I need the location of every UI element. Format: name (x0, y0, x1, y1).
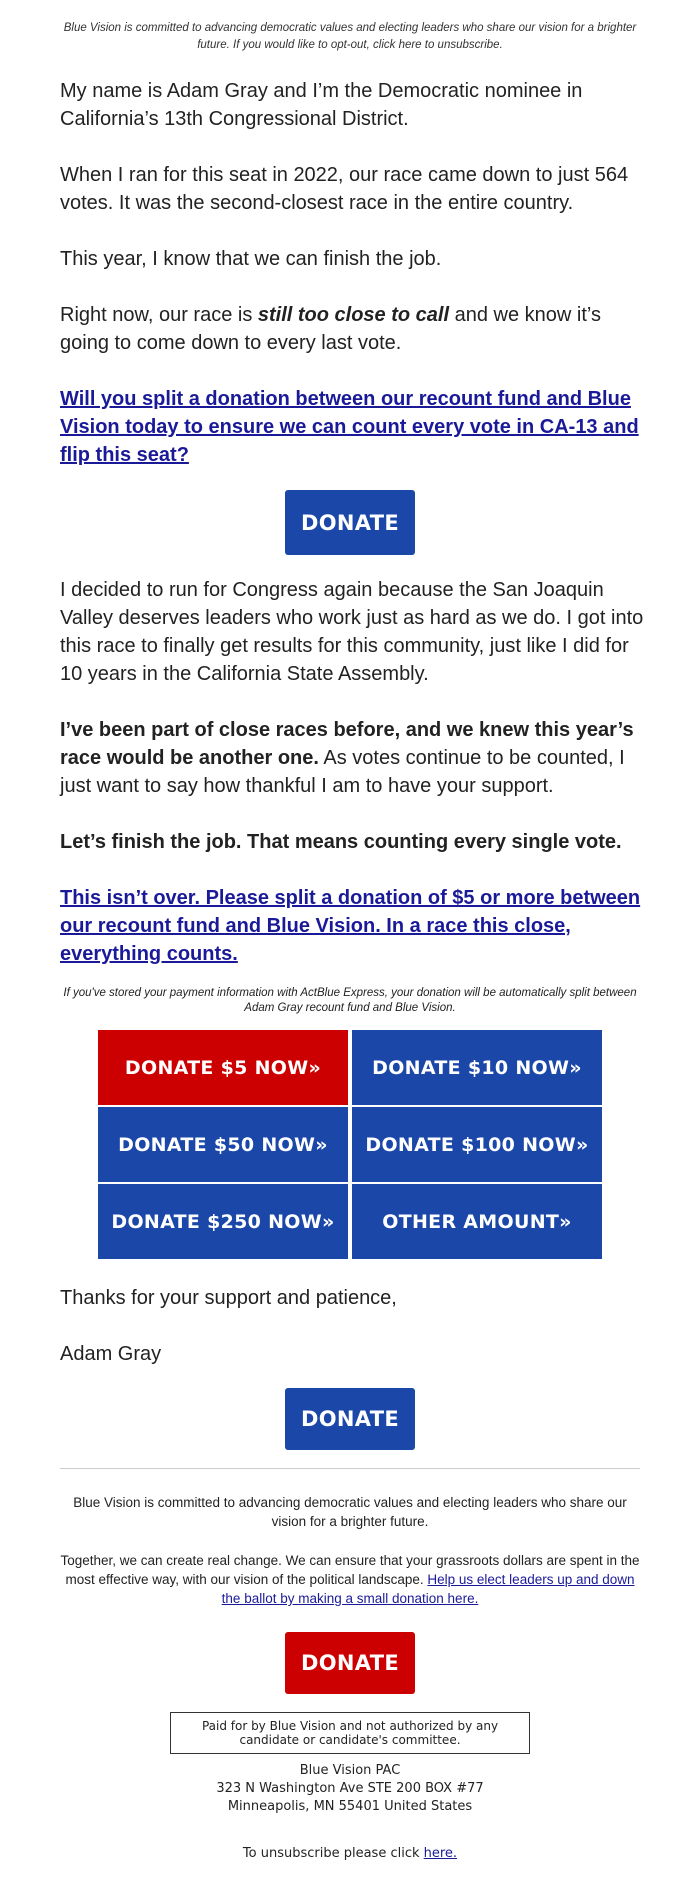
thanks-line: Thanks for your support and patience, (60, 1287, 397, 1309)
footer-mission: Blue Vision is committed to advancing democratic values and electing leaders who share our vision for a brighter future. (73, 1495, 627, 1529)
donate-10-button[interactable]: DONATE $10 NOW» (352, 1030, 602, 1105)
other-amount-button[interactable]: OTHER AMOUNT» (352, 1184, 602, 1259)
donate-button-footer[interactable]: DONATE (285, 1632, 415, 1694)
unsubscribe-link[interactable]: here. (423, 1846, 458, 1861)
donate-250-button[interactable]: DONATE $250 NOW» (98, 1184, 348, 1259)
finish-job-paragraph: Let’s finish the job. That means counting every single vote. (60, 831, 622, 853)
donate-5-button[interactable]: DONATE $5 NOW» (98, 1030, 348, 1105)
unsubscribe-text: To unsubscribe please click (242, 1846, 424, 1861)
org-city: Minneapolis, MN 55401 United States (227, 1799, 473, 1814)
close-call-start: Right now, our race is (60, 304, 258, 326)
donate-grid (98, 1030, 602, 1260)
footer-together (60, 1551, 640, 1608)
footer-donate-link[interactable]: Help us elect leaders up and down the ballot by making a small donation here. (221, 1572, 635, 1606)
why-run-paragraph: I decided to run for Congress again because the San Joaquin Valley deserves leaders who work just as hard as we do. I got into this race to finally get results for this community, just like I did for 10 years in the California State Assembly. (60, 579, 644, 685)
race-paragraph: When I ran for this seat in 2022, our race came down to just 564 votes. It was the second-closest race in the entire country. (60, 164, 629, 214)
donate-button-bottom[interactable]: DONATE (285, 1388, 415, 1450)
close-call-paragraph (60, 301, 645, 357)
close-call-end: and we know it’s going to come down to every last vote. (60, 304, 601, 354)
split-donation-link[interactable]: Will you split a donation between our recount fund and Blue Vision today to ensure we can count every vote in CA-13 and flip this seat? (60, 388, 639, 466)
close-races-bold: I’ve been part of close races before, and we knew this year’s race would be another one. (60, 719, 634, 769)
org-name: Blue Vision PAC (299, 1763, 401, 1778)
donate-button-top[interactable]: DONATE (285, 490, 415, 555)
signature: Adam Gray (60, 1343, 162, 1365)
preheader-text[interactable]: Blue Vision is committed to advancing democratic values and electing leaders who share our vision for a brighter future. If you would like to opt-out, click here to unsubscribe. (63, 22, 637, 51)
intro-paragraph: My name is Adam Gray and I’m the Democratic nominee in California’s 13th Congressional District. (60, 80, 583, 130)
close-races-rest: As votes continue to be counted, I just want to say how thankful I am to have your support. (60, 747, 625, 797)
footer-divider (60, 1468, 640, 1469)
donate-100-button[interactable]: DONATE $100 NOW» (352, 1107, 602, 1182)
donate-50-button[interactable]: DONATE $50 NOW» (98, 1107, 348, 1182)
actblue-express-note: If you've stored your payment information with ActBlue Express, your donation will be automatically split between Adam Gray recount fund and Blue Vision. (63, 987, 637, 1014)
split-five-link[interactable]: This isn’t over. Please split a donation of $5 or more between our recount fund and Blue Vision. In a race this close, everything counts. (60, 887, 641, 965)
paid-for-disclaimer: Paid for by Blue Vision and not authorized by any candidate or candidate's committee. (170, 1712, 530, 1754)
org-street: 323 N Washington Ave STE 200 BOX #77 (216, 1781, 484, 1796)
footer-together-text: Together, we can create real change. We can ensure that your grassroots dollars are spent in the most effective way, with our vision of the political landscape. (60, 1553, 640, 1587)
finish-paragraph: This year, I know that we can finish the job. (60, 248, 442, 270)
close-races-paragraph (60, 716, 645, 800)
unsubscribe-line (60, 1846, 640, 1861)
close-call-emphasis: still too close to call (257, 304, 450, 326)
